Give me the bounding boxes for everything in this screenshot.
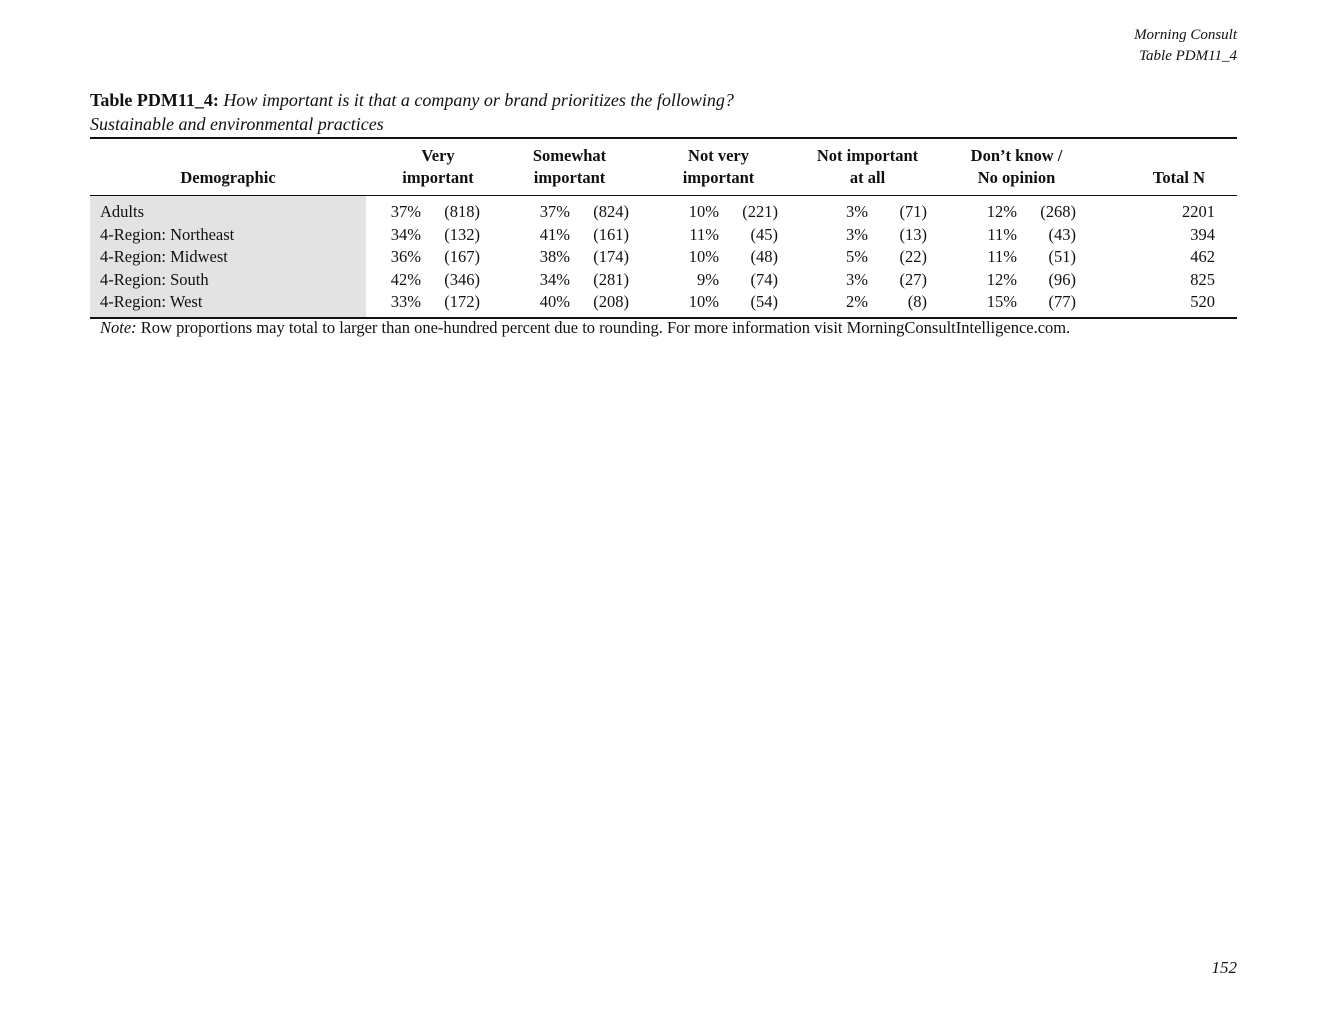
- cell-dk-count: (51): [1048, 247, 1077, 267]
- cell-somewhat-count: (161): [593, 224, 630, 244]
- header-somewhat-important: Somewhat important: [480, 138, 629, 196]
- cell-somewhat-count: (174): [593, 247, 630, 267]
- caption-topic: Sustainable and environmental practices: [90, 114, 384, 134]
- header-row: [90, 138, 1237, 196]
- cell-dk-percent: 12%: [986, 202, 1018, 221]
- header-not-very-important: Not very important: [629, 138, 778, 196]
- cell-dk-count: (96): [1048, 269, 1077, 289]
- cell-notimp-percent: 3%: [846, 224, 869, 244]
- cell-somewhat-count: (208): [570, 291, 629, 318]
- cell-notvery-percent: 10%: [688, 247, 720, 267]
- table-row: [90, 269, 1237, 292]
- cell-notvery-percent: 11%: [689, 224, 720, 244]
- cell-notimp-percent: 3%: [846, 202, 869, 221]
- row-label: 4-Region: Northeast: [90, 224, 366, 247]
- running-head-org: Morning Consult: [1134, 27, 1237, 43]
- cell-notimp-count: (22): [899, 247, 928, 267]
- running-head-table-id: Table PDM11_4: [1139, 48, 1237, 64]
- cell-notvery-count: (221): [742, 202, 779, 221]
- table-row: [90, 196, 1237, 224]
- cell-total-n: 2201: [1182, 202, 1216, 221]
- header-demographic: Demographic: [90, 138, 366, 196]
- row-label: 4-Region: South: [90, 269, 366, 292]
- cell-total-n: 520: [1076, 291, 1237, 318]
- header-dont-know: Don’t know / No opinion: [927, 138, 1076, 196]
- cell-somewhat-percent: 34%: [539, 269, 571, 289]
- cell-notimp-count: (27): [899, 269, 928, 289]
- cell-notimp-count: (8): [868, 291, 927, 318]
- table-caption: [90, 88, 734, 136]
- header-not-important-at-all: Not important at all: [778, 138, 927, 196]
- cell-very-count: (167): [444, 247, 481, 267]
- note-text: Row proportions may total to larger than one-hundred percent due to rounding. For more information visit MorningConsultIntelligence.com.: [136, 318, 1071, 337]
- cell-very-percent: 34%: [390, 224, 421, 244]
- cell-total-n: 825: [1190, 269, 1216, 289]
- cell-very-percent: 33%: [366, 291, 421, 318]
- header-very-important: Very important: [366, 138, 480, 196]
- cell-somewhat-percent: 38%: [539, 247, 571, 267]
- cell-dk-count: (77): [1017, 291, 1076, 318]
- header-total-n: Total N: [1076, 138, 1237, 196]
- running-head: [1134, 25, 1237, 67]
- cell-dk-count: (268): [1040, 202, 1077, 221]
- cell-notvery-count: (54): [719, 291, 778, 318]
- cell-very-count: (132): [444, 224, 481, 244]
- cell-notvery-percent: 10%: [629, 291, 719, 318]
- cell-dk-percent: 12%: [986, 269, 1018, 289]
- cell-dk-percent: 11%: [987, 224, 1018, 244]
- table-note: [100, 317, 1070, 339]
- caption-label: Table PDM11_4:: [90, 90, 219, 110]
- cell-very-count: (172): [421, 291, 480, 318]
- cell-somewhat-count: (281): [593, 269, 630, 289]
- cell-notvery-percent: 10%: [688, 202, 720, 221]
- cell-somewhat-count: (824): [593, 202, 630, 221]
- cell-very-percent: 36%: [390, 247, 421, 267]
- cell-very-percent: 42%: [390, 269, 421, 289]
- cell-notvery-count: (74): [750, 269, 779, 289]
- cell-very-count: (818): [444, 202, 481, 221]
- note-label: Note:: [100, 318, 137, 337]
- cell-notvery-percent: 9%: [697, 269, 720, 289]
- cell-notimp-percent: 3%: [846, 269, 869, 289]
- crosstab-table: [90, 137, 1237, 319]
- cell-somewhat-percent: 40%: [480, 291, 570, 318]
- caption-question: How important is it that a company or brand prioritizes the following?: [223, 90, 734, 110]
- cell-notimp-count: (13): [899, 224, 928, 244]
- page-number: 152: [1211, 958, 1237, 977]
- cell-very-count: (346): [444, 269, 481, 289]
- row-label: 4-Region: West: [90, 291, 366, 318]
- cell-very-percent: 37%: [390, 202, 421, 221]
- table-row: [90, 224, 1237, 247]
- table-row: [90, 291, 1237, 318]
- cell-notimp-percent: 2%: [778, 291, 868, 318]
- table-row: [90, 246, 1237, 269]
- cell-notvery-count: (45): [750, 224, 779, 244]
- cell-notimp-percent: 5%: [846, 247, 869, 267]
- row-label: 4-Region: Midwest: [90, 246, 366, 269]
- cell-dk-percent: 11%: [987, 247, 1018, 267]
- cell-dk-count: (43): [1048, 224, 1077, 244]
- cell-notvery-count: (48): [750, 247, 779, 267]
- cell-dk-percent: 15%: [927, 291, 1017, 318]
- cell-total-n: 394: [1190, 224, 1216, 244]
- table-body: [90, 196, 1237, 318]
- cell-somewhat-percent: 41%: [539, 224, 571, 244]
- cell-notimp-count: (71): [899, 202, 928, 221]
- row-label: Adults: [90, 196, 366, 224]
- cell-total-n: 462: [1190, 247, 1216, 267]
- cell-somewhat-percent: 37%: [539, 202, 571, 221]
